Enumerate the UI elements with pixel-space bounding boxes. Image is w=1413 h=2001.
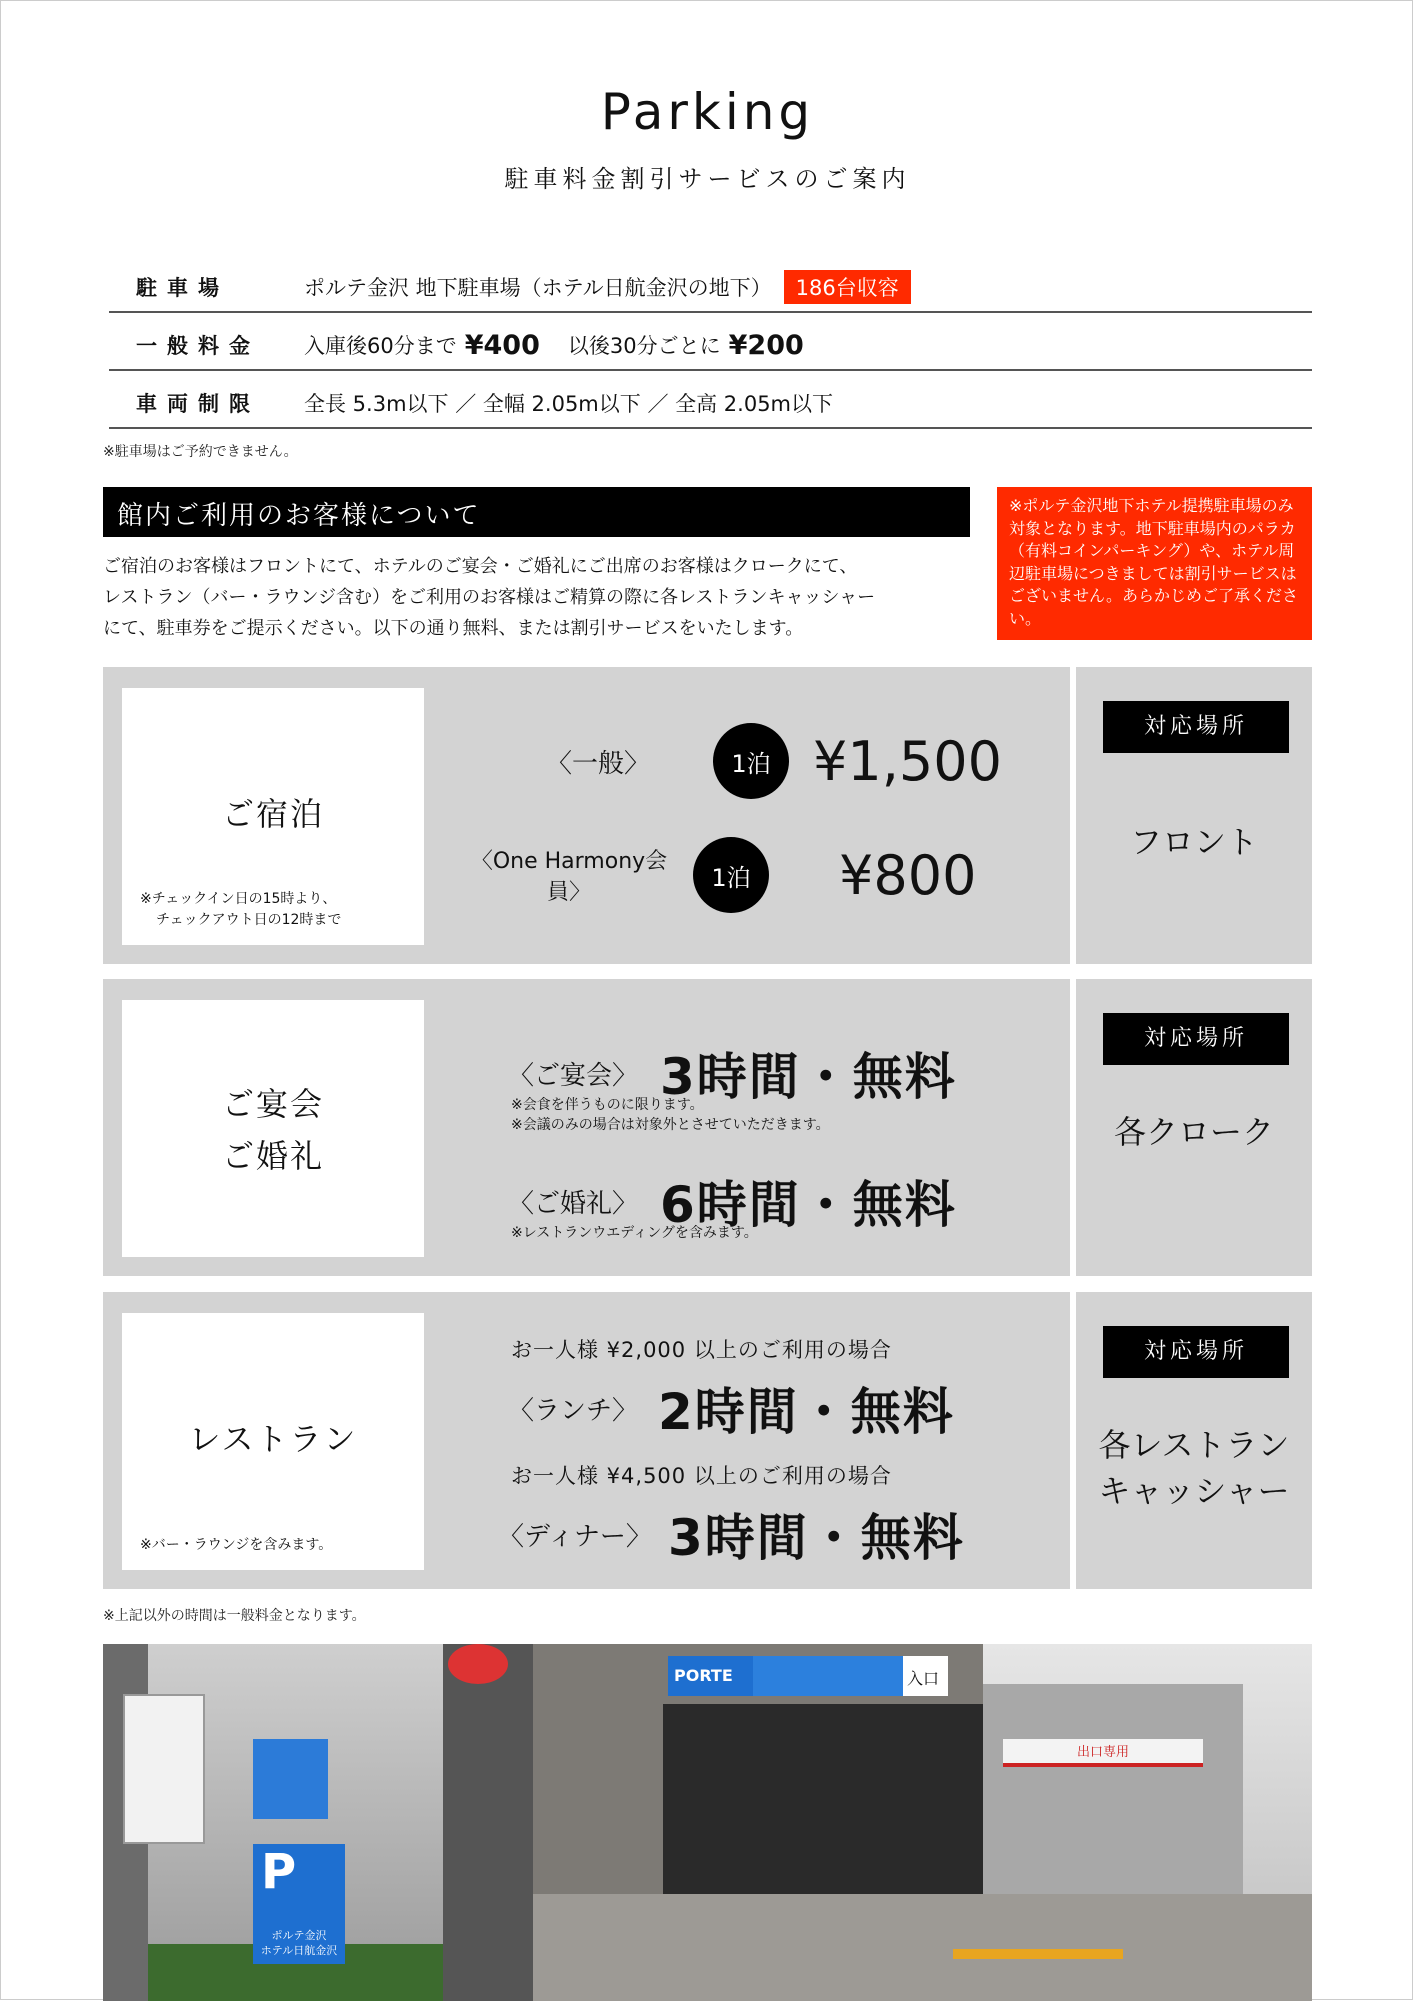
general-label: 〈一般〉 xyxy=(545,748,650,779)
member-price: ¥800 xyxy=(839,843,977,907)
section-restaurant xyxy=(103,1292,1312,1589)
banquet-notes: ※会食を伴うものに限ります。 ※会議のみの場合は対象外とさせていただきます。 xyxy=(511,1097,830,1133)
row-label: 車両制限 xyxy=(136,392,260,416)
capacity-badge: 186台収容 xyxy=(784,270,911,304)
footer-note: ※上記以外の時間は一般料金となります。 xyxy=(103,1608,366,1624)
info-row-restriction xyxy=(109,379,1312,429)
info-row-parking xyxy=(109,263,1312,313)
entrance-sign: 入口 xyxy=(903,1656,948,1696)
page-title: Parking xyxy=(600,83,815,141)
dinner-condition: お一人様 ¥4,500 以上のご利用の場合 xyxy=(511,1464,892,1488)
section-title: レストラン xyxy=(188,1420,358,1458)
paragraph-line: にて、駐車券をご提示ください。以下の通り無料、または割引サービスをいたします。 xyxy=(103,618,804,639)
parking-sign: P xyxy=(253,1844,345,1924)
lunch-label: 〈ランチ〉 xyxy=(508,1395,639,1426)
section-note: ※チェックイン日の15時より、 チェックアウト日の12時まで xyxy=(140,891,342,928)
info-row-fee xyxy=(109,321,1312,371)
location-name: フロント xyxy=(1129,823,1258,861)
wedding-free: 6時間・無料 xyxy=(660,1176,957,1234)
warning-box: ※ポルテ金沢地下ホテル提携駐車場のみ対象となります。地下駐車場内のパラカ（有料コインパーキング）や、ホテル周辺駐車場につきましては割引サービスはございません。あらかじめご了承ください。 xyxy=(997,487,1312,640)
night-badge: 1泊 xyxy=(713,723,789,799)
section-stay xyxy=(103,667,1312,964)
banquet-label: 〈ご宴会〉 xyxy=(508,1060,639,1091)
wedding-note: ※レストランウエディングを含みます。 xyxy=(511,1225,758,1241)
parking-entrance-photo xyxy=(103,1644,1312,2001)
reservation-note: ※駐車場はご予約できません。 xyxy=(103,444,298,460)
fee-text: 以後30分ごとに xyxy=(567,334,721,358)
location-tag: 対応場所 xyxy=(1103,1326,1289,1378)
location-name: 各レストラン キャッシャー xyxy=(1098,1426,1290,1510)
dinner-label: 〈ディナー〉 xyxy=(498,1521,652,1552)
fee-text: 入庫後60分まで xyxy=(304,334,457,358)
section-heading: 館内ご利用のお客様について xyxy=(103,487,970,537)
section-title: ご宴会 ご婚礼 xyxy=(221,1085,324,1175)
row-label: 駐車場 xyxy=(136,276,229,300)
location-tag: 対応場所 xyxy=(1103,701,1289,753)
row-value: 全長 5.3m以下 ／ 全幅 2.05m以下 ／ 全高 2.05m以下 xyxy=(304,392,834,416)
section-note: ※バー・ラウンジを含みます。 xyxy=(140,1537,333,1553)
lunch-condition: お一人様 ¥2,000 以上のご利用の場合 xyxy=(511,1338,892,1362)
exit-sign: 出口専用 xyxy=(1003,1739,1203,1767)
fee-price: ¥400 xyxy=(464,329,540,361)
paragraph-line: ご宿泊のお客様はフロントにて、ホテルのご宴会・ご婚礼にご出席のお客様はクロークにて、 xyxy=(103,556,858,577)
parking-sign-text: ポルテ金沢 ホテル日航金沢 xyxy=(253,1924,345,1964)
section-banquet xyxy=(103,979,1312,1276)
paragraph-line: レストラン（バー・ラウンジ含む）をご利用のお客様はご精算の際に各レストランキャッシャー xyxy=(103,587,876,608)
guest-paragraph xyxy=(103,551,983,644)
member-label: 〈One Harmony会員〉 xyxy=(470,849,668,905)
section-title: ご宿泊 xyxy=(221,795,324,833)
night-badge: 1泊 xyxy=(693,837,769,913)
banquet-free: 3時間・無料 xyxy=(660,1048,957,1106)
row-label: 一般料金 xyxy=(136,334,260,358)
general-price: ¥1,500 xyxy=(813,729,1002,793)
dinner-free: 3時間・無料 xyxy=(668,1509,965,1567)
location-name: 各クローク xyxy=(1113,1113,1274,1151)
porte-sign: PORTE xyxy=(668,1656,753,1696)
page-subtitle: 駐車料金割引サービスのご案内 xyxy=(504,165,911,193)
lunch-free: 2時間・無料 xyxy=(658,1383,955,1441)
row-value: ポルテ金沢 地下駐車場（ホテル日航金沢の地下） xyxy=(304,276,772,300)
location-tag: 対応場所 xyxy=(1103,1013,1289,1065)
wedding-label: 〈ご婚礼〉 xyxy=(508,1188,639,1219)
fee-price: ¥200 xyxy=(728,329,804,361)
